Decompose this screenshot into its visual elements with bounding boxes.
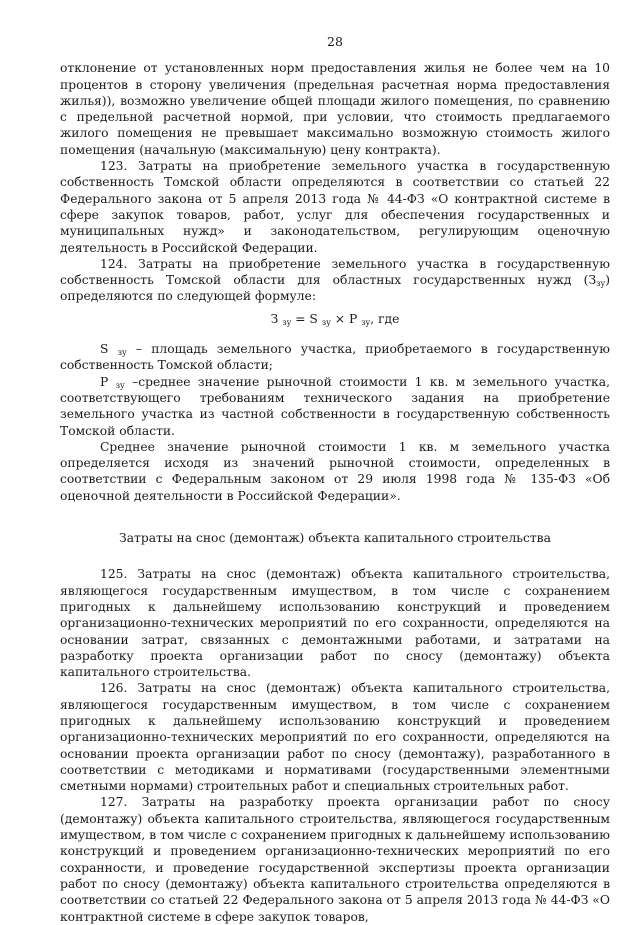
paragraph-continuation: отклонение от установленных норм предоставления жилья не более чем на 10 процентов в сторону увеличения (предельная расчетная норма предоставления жилья)), возможно увеличение общей площади жилого помещения, по сравнению с предельной расчетной нормой, при условии, что стоимость предлагаемого жилого помещения не превышает максимально возможную стоимость жилого помещения (начальную (максимальную) цену контракта). — [60, 61, 610, 157]
definition-p: Р $_{зу}$ –среднее значение рыночной стоимости 1 кв. м земельного участка, соответствующего требованиям технического задания на приобретение земельного участка из частной собственности в государственную собственность Томской области. — [60, 374, 610, 438]
paragraph-123: 123. Затраты на приобретение земельного участка в государственную собственность Томской области определяются в соответствии со статьей 22 Федерального закона от 5 апреля 2013 года № 44-ФЗ «О контрактной системе в сфере закупок товаров, работ, услуг для обеспечения государственных и муниципальных нужд» и законодательством, регулирующим оценочную деятельность в Российской Федерации. — [60, 159, 610, 255]
document-page — [60, 34, 610, 925]
paragraph-127: 127. Затраты на разработку проекта организации работ по сносу (демонтажу) объекта капитального строительства, являющегося государственным имуществом, в том числе с сохранением пригодных к дальнейшему использованию конструкций и проведением организационно-технических мероприятий по его сохранности, и проведение государственной экспертизы проекта организации работ по сносу (демонтажу) объекта капитального строительства определяются в соответствии со статьей 22 Федерального закона от 5 апреля 2013 года № 44-ФЗ «О контрактной системе в сфере закупок товаров, — [60, 795, 610, 924]
section-heading: Затраты на снос (демонтаж) объекта капитального строительства — [119, 531, 551, 546]
paragraph-average-value: Среднее значение рыночной стоимости 1 кв. м земельного участка определяется исходя из значений рыночной стоимости, определенных в соответствии с Федеральным законом от 29 июля 1998 года № 135-ФЗ «Об оценочной деятельности в Российской Федерации». — [60, 439, 610, 503]
paragraph-126: 126. Затраты на снос (демонтаж) объекта капитального строительства, являющегося государственным имуществом, в том числе с сохранением пригодных к дальнейшему использованию конструкций и проведением организационно-технических мероприятий по его сохранности, определяются на основании проекта организации работ по сносу (демонтажу), разработанного в соответствии с методиками и нормативами (государственными элементными сметными нормами) строительных работ и специальных строительных работ. — [60, 681, 610, 794]
paragraph-125: 125. Затраты на снос (демонтаж) объекта капитального строительства, являющегося государственным имуществом, в том числе с сохранением пригодных к дальнейшему использованию конструкций и проведением организационно-технических мероприятий по его сохранности, определяются на основании затрат, связанных с демонтажными работами, и затратами на разработку проекта организации работ по сносу (демонтажу) объекта капитального строительства. — [60, 567, 610, 680]
paragraph-124: 124. Затраты на приобретение земельного участка в государственную собственность Томской области для областных государственных нужд $(З_{зу})$ определяются по следующей формуле: — [60, 256, 610, 304]
formula-land-cost: З $_{зу}$ = S $_{зу}$ × Р $_{зу}$, где — [270, 311, 400, 327]
definition-s: S $_{зу}$ – площадь земельного участка, приобретаемого в государственную собственность Томской области; — [60, 342, 610, 373]
page-number: 28 — [327, 34, 343, 49]
